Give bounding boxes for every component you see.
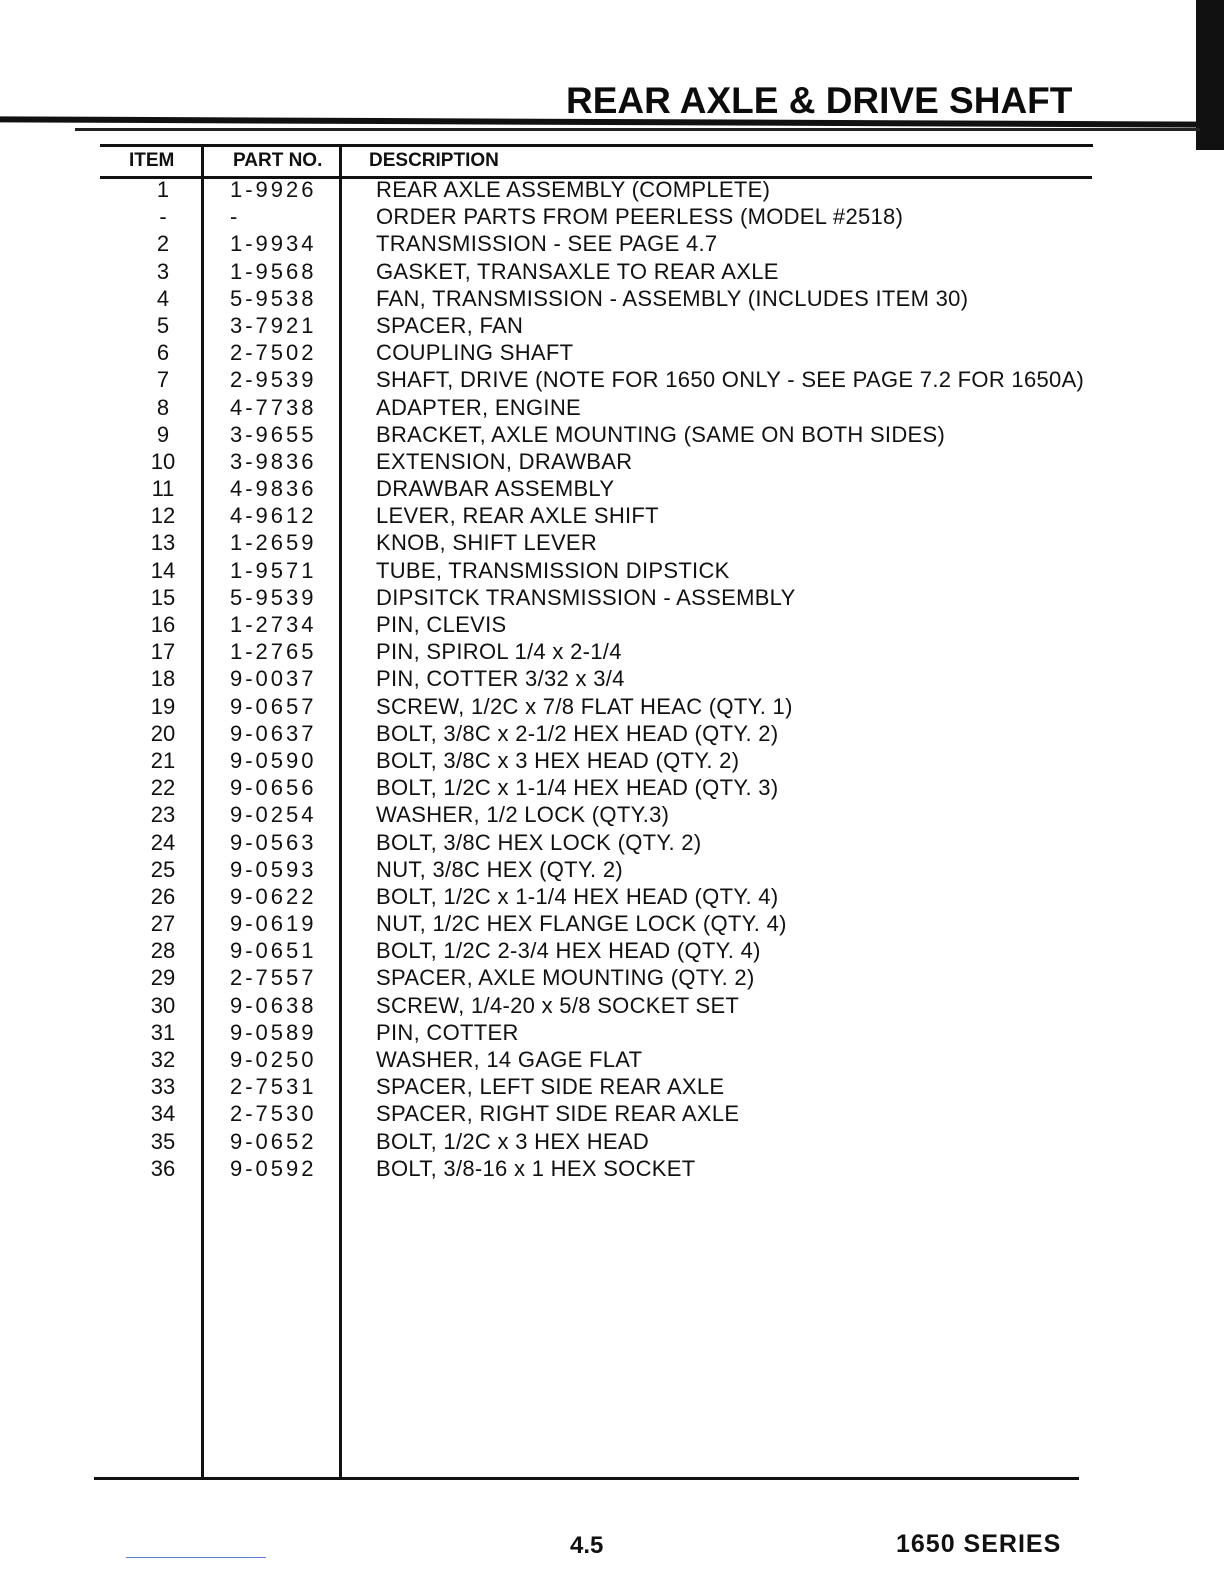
row-part-number: 3-7921 <box>230 312 317 338</box>
row-part-number: 2-9539 <box>230 367 317 393</box>
row-description: GASKET, TRANSAXLE TO REAR AXLE <box>376 258 779 284</box>
table-row <box>0 421 1224 448</box>
row-description: PIN, CLEVIS <box>376 612 507 637</box>
row-item-number: 21 <box>150 747 176 773</box>
row-description: DIPSITCK TRANSMISSION - ASSEMBLY <box>376 584 796 610</box>
page-title: REAR AXLE & DRIVE SHAFT <box>566 80 1073 121</box>
table-row <box>0 1155 1224 1182</box>
row-part-number: 1-9571 <box>230 557 317 583</box>
row-description: ORDER PARTS FROM PEERLESS (MODEL #2518) <box>376 204 904 230</box>
table-row <box>0 1100 1224 1127</box>
table-row <box>0 937 1224 964</box>
row-description: COUPLING SHAFT <box>376 340 574 366</box>
row-part-number: 9-0622 <box>230 883 317 909</box>
row-item-number: 33 <box>150 1074 176 1100</box>
row-part-number: 9-0651 <box>230 938 317 964</box>
row-description: DRAWBAR ASSEMBLY <box>376 476 615 502</box>
table-row <box>0 529 1224 556</box>
row-part-number: - <box>230 204 241 230</box>
row-item-number: 19 <box>150 693 176 719</box>
row-part-number: 9-0250 <box>230 1047 317 1072</box>
row-item-number: 15 <box>150 584 176 610</box>
row-item-number: - <box>159 204 167 230</box>
row-description: BOLT, 1/2C 2-3/4 HEX HEAD (QTY. 4) <box>376 938 761 964</box>
table-row <box>0 992 1224 1019</box>
table-row <box>0 448 1224 475</box>
row-part-number: 1-9926 <box>230 177 317 202</box>
row-item-number: 23 <box>150 802 176 828</box>
row-part-number: 9-0656 <box>230 775 317 801</box>
row-part-number: 9-0037 <box>230 666 317 692</box>
row-description: BOLT, 3/8C x 2-1/2 HEX HEAD (QTY. 2) <box>376 720 779 746</box>
table-bottom-rule <box>94 1477 1079 1480</box>
row-part-number: 9-0590 <box>230 747 317 773</box>
row-item-number: 11 <box>151 476 175 502</box>
table-row <box>0 883 1224 910</box>
footer-line <box>126 1557 266 1558</box>
table-row <box>0 475 1224 502</box>
row-description: NUT, 3/8C HEX (QTY. 2) <box>376 856 624 882</box>
table-row <box>0 910 1224 937</box>
row-item-number: 5 <box>156 312 170 338</box>
row-description: NUT, 1/2C HEX FLANGE LOCK (QTY. 4) <box>376 911 787 937</box>
row-description: TUBE, TRANSMISSION DIPSTICK <box>376 557 730 583</box>
row-description: BOLT, 1/2C x 1-1/4 HEX HEAD (QTY. 3) <box>376 775 779 801</box>
row-description: EXTENSION, DRAWBAR <box>376 448 633 474</box>
row-item-number: 25 <box>150 856 176 882</box>
row-part-number: 1-9934 <box>230 231 317 257</box>
row-item-number: 20 <box>150 720 176 746</box>
table-top-rule <box>100 144 1093 147</box>
table-row <box>0 611 1224 638</box>
table-row <box>0 176 1224 203</box>
table-row <box>0 1073 1224 1100</box>
row-description: BOLT, 1/2C x 3 HEX HEAD <box>376 1128 650 1154</box>
row-item-number: 27 <box>150 911 176 937</box>
row-item-number: 16 <box>150 612 176 637</box>
row-description: SHAFT, DRIVE (NOTE FOR 1650 ONLY - SEE PAGE 7.2 FOR 1650A) <box>376 367 1085 393</box>
table-row <box>0 1128 1224 1155</box>
row-part-number: 9-0593 <box>230 856 317 882</box>
row-description: KNOB, SHIFT LEVER <box>376 530 598 556</box>
table-row <box>0 829 1224 856</box>
row-item-number: 32 <box>150 1047 176 1072</box>
row-item-number: 14 <box>150 557 176 583</box>
row-description: BOLT, 3/8C x 3 HEX HEAD (QTY. 2) <box>376 747 740 773</box>
row-description: SCREW, 1/4-20 x 5/8 SOCKET SET <box>376 992 740 1018</box>
row-part-number: 9-0637 <box>230 720 317 746</box>
row-item-number: 17 <box>150 639 176 665</box>
row-part-number: 9-0254 <box>230 802 317 828</box>
row-description: PIN, COTTER 3/32 x 3/4 <box>376 666 625 692</box>
row-part-number: 3-9836 <box>230 448 317 474</box>
row-item-number: 10 <box>150 448 176 474</box>
table-row <box>0 285 1224 312</box>
table-row <box>0 801 1224 828</box>
row-item-number: 4 <box>156 285 170 311</box>
row-item-number: 35 <box>150 1128 176 1154</box>
row-part-number: 9-0563 <box>230 829 317 855</box>
row-part-number: 9-0652 <box>230 1128 317 1154</box>
table-row <box>0 584 1224 611</box>
row-item-number: 2 <box>156 231 170 257</box>
row-part-number: 9-0619 <box>230 911 317 937</box>
row-part-number: 4-9836 <box>230 476 317 502</box>
row-description: FAN, TRANSMISSION - ASSEMBLY (INCLUDES ITEM 30) <box>376 285 969 311</box>
row-description: BRACKET, AXLE MOUNTING (SAME ON BOTH SIDES) <box>376 421 946 447</box>
row-item-number: 28 <box>150 938 176 964</box>
table-row <box>0 1019 1224 1046</box>
row-part-number: 9-0638 <box>230 992 317 1018</box>
row-item-number: 34 <box>150 1101 176 1127</box>
row-part-number: 9-0592 <box>230 1155 317 1181</box>
row-part-number: 9-0589 <box>230 1019 317 1045</box>
table-row <box>0 856 1224 883</box>
table-row <box>0 665 1224 692</box>
row-description: BOLT, 3/8-16 x 1 HEX SOCKET <box>376 1155 696 1181</box>
row-item-number: 30 <box>150 992 176 1018</box>
column-header-item: ITEM <box>129 150 175 171</box>
table-row <box>0 964 1224 991</box>
table-row <box>0 366 1224 393</box>
row-part-number: 2-7531 <box>230 1074 317 1100</box>
row-part-number: 5-9539 <box>230 584 317 610</box>
table-row <box>0 720 1224 747</box>
row-item-number: 1 <box>156 177 170 202</box>
row-item-number: 29 <box>150 965 176 991</box>
row-item-number: 3 <box>156 258 170 284</box>
row-description: BOLT, 3/8C HEX LOCK (QTY. 2) <box>376 829 702 855</box>
row-part-number: 1-2734 <box>230 612 317 637</box>
table-row <box>0 1046 1224 1073</box>
row-item-number: 36 <box>150 1155 176 1181</box>
row-part-number: 5-9538 <box>230 285 317 311</box>
row-description: SPACER, RIGHT SIDE REAR AXLE <box>376 1101 740 1127</box>
table-row <box>0 638 1224 665</box>
row-description: ADAPTER, ENGINE <box>376 394 581 420</box>
row-part-number: 2-7530 <box>230 1101 317 1127</box>
row-item-number: 22 <box>150 775 176 801</box>
table-row <box>0 258 1224 285</box>
row-part-number: 1-2659 <box>230 530 317 556</box>
row-item-number: 13 <box>150 530 176 556</box>
column-header-description: DESCRIPTION <box>369 150 499 171</box>
row-description: BOLT, 1/2C x 1-1/4 HEX HEAD (QTY. 4) <box>376 883 779 909</box>
row-description: REAR AXLE ASSEMBLY (COMPLETE) <box>376 177 771 202</box>
row-item-number: 31 <box>150 1019 176 1045</box>
row-item-number: 9 <box>156 421 170 447</box>
row-description: LEVER, REAR AXLE SHIFT <box>376 503 659 529</box>
table-row <box>0 230 1224 257</box>
table-row <box>0 557 1224 584</box>
page-number: 4.5 <box>570 1532 604 1559</box>
row-part-number: 4-9612 <box>230 503 317 529</box>
row-part-number: 9-0657 <box>230 693 317 719</box>
title-rule-thin <box>75 128 1200 131</box>
row-description: SPACER, AXLE MOUNTING (QTY. 2) <box>376 965 755 991</box>
row-description: TRANSMISSION - SEE PAGE 4.7 <box>376 231 718 257</box>
row-item-number: 24 <box>150 829 176 855</box>
table-row <box>0 203 1224 230</box>
row-part-number: 4-7738 <box>230 394 317 420</box>
row-description: SPACER, LEFT SIDE REAR AXLE <box>376 1074 725 1100</box>
table-row <box>0 693 1224 720</box>
row-part-number: 1-9568 <box>230 258 317 284</box>
row-item-number: 6 <box>156 340 170 366</box>
row-item-number: 8 <box>156 394 170 420</box>
table-row <box>0 339 1224 366</box>
row-part-number: 3-9655 <box>230 421 317 447</box>
row-part-number: 2-7557 <box>230 965 317 991</box>
row-description: WASHER, 14 GAGE FLAT <box>376 1047 643 1072</box>
parts-table <box>0 176 1224 1182</box>
table-row <box>0 312 1224 339</box>
table-row <box>0 774 1224 801</box>
table-row <box>0 747 1224 774</box>
table-row <box>0 394 1224 421</box>
row-description: PIN, SPIROL 1/4 x 2-1/4 <box>376 639 622 665</box>
row-description: WASHER, 1/2 LOCK (QTY.3) <box>376 802 670 828</box>
row-part-number: 1-2765 <box>230 639 317 665</box>
row-part-number: 2-7502 <box>230 340 317 366</box>
row-item-number: 12 <box>150 503 176 529</box>
table-row <box>0 502 1224 529</box>
row-description: SPACER, FAN <box>376 312 524 338</box>
column-header-part-no: PART NO. <box>233 150 323 171</box>
row-item-number: 26 <box>150 883 176 909</box>
series-label: 1650 SERIES <box>896 1530 1062 1558</box>
row-description: PIN, COTTER <box>376 1019 519 1045</box>
row-item-number: 18 <box>150 666 176 692</box>
row-item-number: 7 <box>156 367 170 393</box>
row-description: SCREW, 1/2C x 7/8 FLAT HEAC (QTY. 1) <box>376 693 793 719</box>
